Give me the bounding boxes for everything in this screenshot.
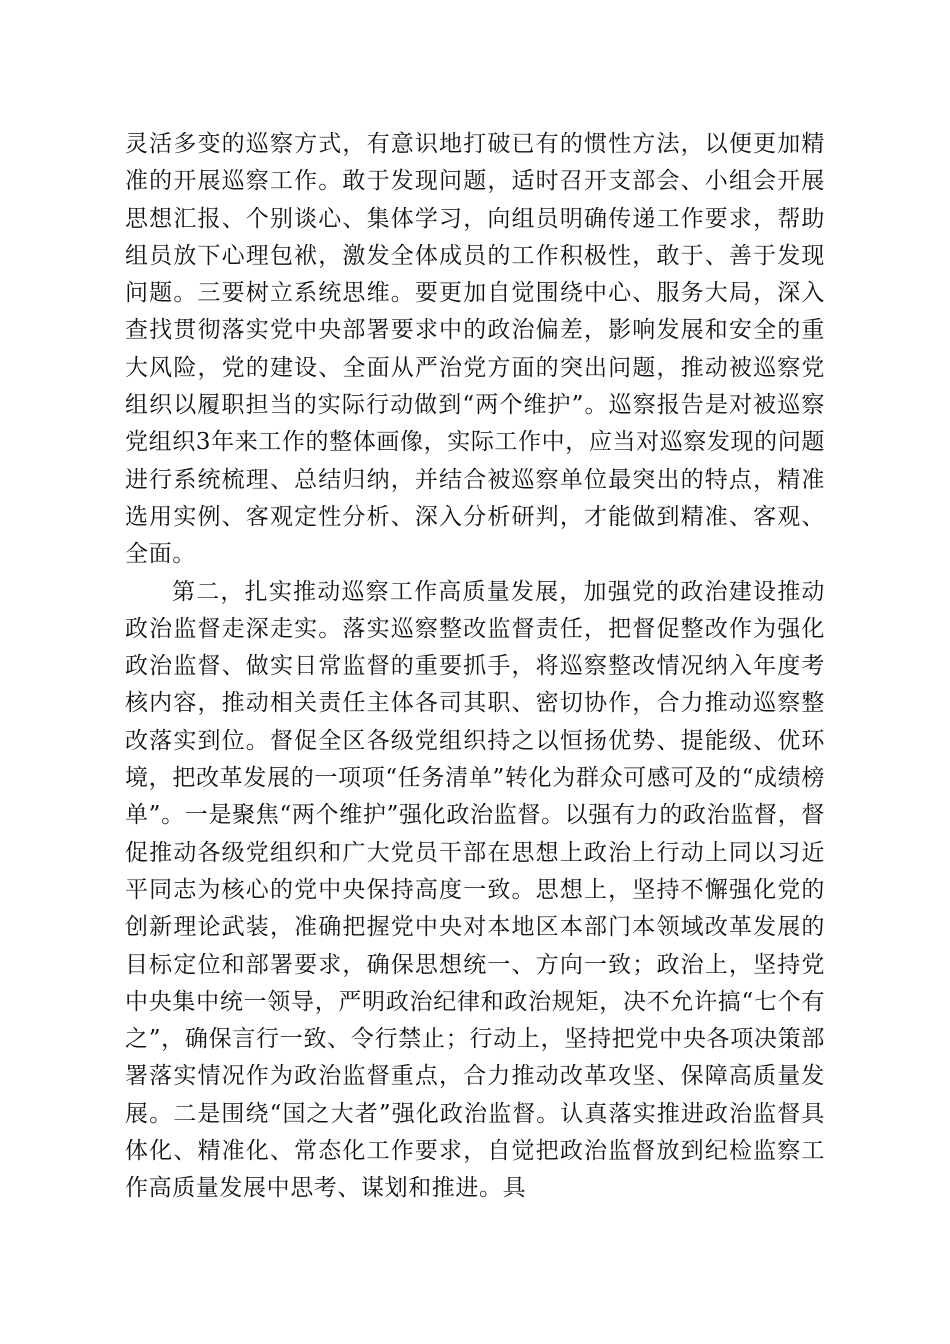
document-body xyxy=(125,126,825,1208)
paragraph-continuation: 灵活多变的巡察方式，有意识地打破已有的惯性方法，以便更加精准的开展巡察工作。敢于发现问题，适时召开支部会、小组会开展思想汇报、个别谈心、集体学习，向组员明确传递工作要求，帮助组员放下心理包袱，激发全体成员的工作积极性，敢于、善于发现问题。三要树立系统思维。要更加自觉围绕中心、服务大局，深入查找贯彻落实党中央部署要求中的政治偏差，影响发展和安全的重大风险，党的建设、全面从严治党方面的突出问题，推动被巡察党组织以履职担当的实际行动做到“两个维护”。巡察报告是对被巡察党组织3年来工作的整体画像，实际工作中，应当对巡察发现的问题进行系统梳理、总结归纳，并结合被巡察单位最突出的特点，精准选用实例、客观定性分析、深入分析研判，才能做到精准、客观、全面。 xyxy=(125,131,825,568)
paragraph-second-point: 第二，扎实推动巡察工作高质量发展，加强党的政治建设推动政治监督走深走实。落实巡察整改监督责任，把督促整改作为强化政治监督、做实日常监督的重要抓手，将巡察整改情况纳入年度考核内容，推动相关责任主体各司其职、密切协作，合力推动巡察整改落实到位。督促全区各级党组织持之以恒扬优势、提能级、优环境，把改革发展的一项项“任务清单”转化为群众可感可及的“成绩榜单”。一是聚焦“两个维护”强化政治监督。以强有力的政治监督，督促推动各级党组织和广大党员干部在思想上政治上行动上同以习近平同志为核心的党中央保持高度一致。思想上，坚持不懈强化党的创新理论武装，准确把握党中央对本地区本部门本领域改革发展的目标定位和部署要求，确保思想统一、方向一致；政治上，坚持党中央集中统一领导，严明政治纪律和政治规矩，决不允许搞“七个有之”，确保言行一致、令行禁止；行动上，坚持把党中央各项决策部署落实情况作为政治监督重点，合力推动改革攻坚、保障高质量发展。二是围绕“国之大者”强化政治监督。认真落实推进政治监督具体化、精准化、常态化工作要求，自觉把政治监督放到纪检监察工作高质量发展中思考、谋划和推进。具 xyxy=(125,578,825,1202)
